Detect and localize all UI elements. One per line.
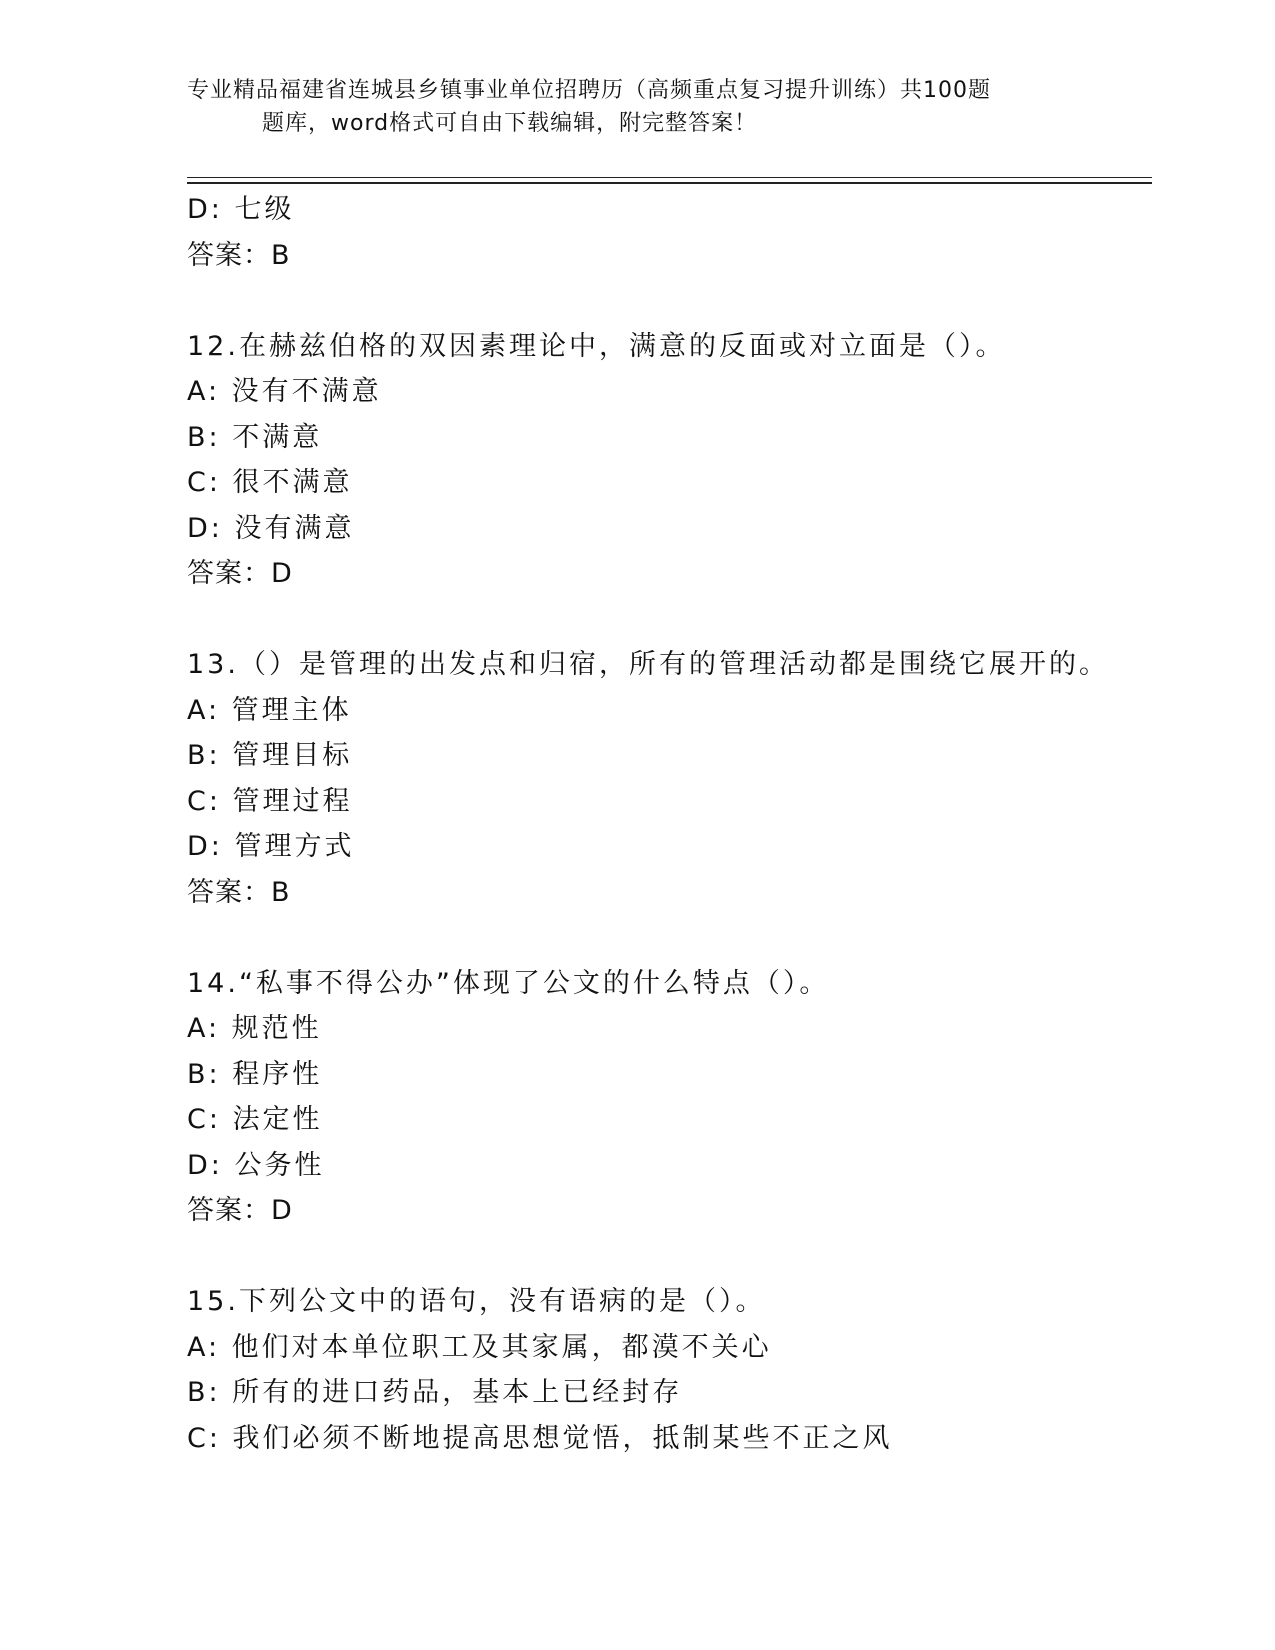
option-a: A: 没有不满意 [187,376,382,407]
option-a: A: 规范性 [187,1013,322,1044]
option-b: B: 不满意 [187,421,323,453]
option-a: A: 管理主体 [187,694,352,726]
header-rule-thin [187,177,1152,178]
option-b: B: 管理目标 [187,740,353,771]
question-14 [187,961,1147,1235]
option-c: C: 管理过程 [187,785,353,817]
option-a: A: 他们对本单位职工及其家属，都漠不关心 [187,1331,772,1363]
question-stem: 14.“私事不得公办”体现了公文的什么特点（）。 [187,967,830,999]
header-rule-thick [187,182,1152,184]
answer: 答案：D [187,1195,293,1226]
question-stem: 13.（）是管理的出发点和归宿，所有的管理活动都是围绕它展开的。 [187,649,1109,680]
answer: 答案：B [187,876,291,908]
question-15 [187,1279,1147,1461]
question-stem: 12.在赫兹伯格的双因素理论中，满意的反面或对立面是（）。 [187,330,1006,362]
option-d: D: 公务性 [187,1149,325,1181]
option-c: C: 我们必须不断地提高思想觉悟，抵制某些不正之风 [187,1422,893,1454]
option-b: B: 所有的进口药品，基本上已经封存 [187,1377,683,1408]
prev-question-option-d: D: 七级 [187,194,295,225]
option-b: B: 程序性 [187,1058,323,1090]
header-title-line-1: 专业精品福建省连城县乡镇事业单位招聘历（高频重点复习提升训练）共100题 [187,78,991,103]
question-13 [187,642,1147,916]
option-c: C: 法定性 [187,1104,323,1135]
option-c: C: 很不满意 [187,467,353,498]
question-list [187,187,1147,1461]
question-12 [187,324,1147,598]
prev-question-answer: 答案：B [187,239,291,271]
option-d: D: 管理方式 [187,831,355,862]
answer: 答案：D [187,558,293,589]
document-header [187,74,1087,140]
question-stem: 15.下列公文中的语句，没有语病的是（）。 [187,1286,766,1317]
option-d: D: 没有满意 [187,512,355,544]
header-title-line-2: 题库，word格式可自由下载编辑，附完整答案！ [262,111,758,136]
